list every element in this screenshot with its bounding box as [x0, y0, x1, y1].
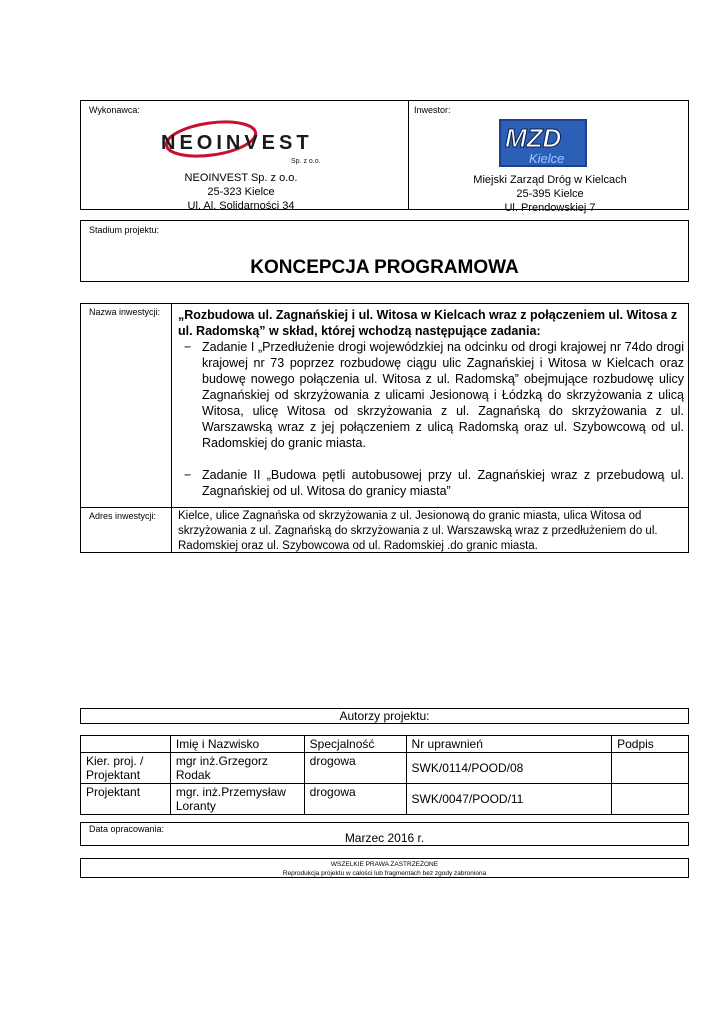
contractor-label: Wykonawca: [89, 105, 140, 115]
header-divider [408, 101, 409, 209]
date-label: Data opracowania: [89, 824, 165, 834]
col-header: Podpis [612, 736, 689, 753]
stage-title: KONCEPCJA PROGRAMOWA [250, 257, 519, 278]
license-cell: SWK/0047/POOD/11 [406, 784, 612, 815]
col-header: Imię i Nazwisko [170, 736, 304, 753]
investment-hline [81, 507, 688, 508]
name-cell: mgr. inż.Przemysław Loranty [170, 784, 304, 815]
address-label: Adres inwestycji: [89, 511, 157, 521]
investor-line-2: 25-395 Kielce [516, 188, 584, 200]
mzd-logo-text: MZD [505, 123, 562, 153]
contractor-line-2: 25-323 Kielce [207, 186, 275, 198]
investor-address [421, 173, 679, 215]
license-cell: SWK/0114/POOD/08 [406, 753, 612, 784]
task-item [178, 339, 684, 451]
col-header: Specjalność [304, 736, 406, 753]
stage-label: Stadium projektu: [89, 225, 160, 235]
table-row [81, 753, 689, 784]
investment-name-label: Nazwa inwestycji: [89, 307, 161, 317]
investor-line-1: Miejski Zarząd Dróg w Kielcach [473, 174, 627, 186]
authors-header-row [81, 736, 689, 753]
date-box [80, 822, 689, 846]
dash-1: − [184, 340, 192, 354]
sign-cell [612, 753, 689, 784]
investment-title: „Rozbudowa ul. Zagnańskiej i ul. Witosa w Kielcach wraz z połączeniem ul. Witosa z ul. Radomską” w skład, której wchodzą następujące zadania: [178, 308, 678, 338]
authors-heading: Autorzy projektu: [80, 708, 689, 724]
authors-table [80, 735, 689, 815]
task-item [178, 467, 684, 499]
contractor-line-3: Ul. Al. Solidarności 34 [187, 200, 295, 212]
investment-vline [171, 304, 172, 552]
col-header: Nr uprawnień [406, 736, 612, 753]
investor-line-3: Ul. Prendowskiej 7 [504, 202, 596, 214]
dash-2: − [184, 468, 192, 482]
mzd-logo [499, 119, 587, 167]
investor-label: Inwestor: [414, 105, 451, 115]
task-2-text: Zadanie II „Budowa pętli autobusowej przy ul. Zagnańskiej wraz z przebudową ul. Zagnańskiej od ul. Witosa do granicy miasta” [202, 468, 684, 498]
investment-box [80, 303, 689, 553]
name-cell: mgr inż.Grzegorz Rodak [170, 753, 304, 784]
task-list [178, 339, 684, 499]
spec-cell: drogowa [304, 784, 406, 815]
spec-cell: drogowa [304, 753, 406, 784]
mzd-logo-sub: Kielce [529, 151, 565, 166]
investment-name [178, 307, 684, 499]
stage-box [80, 220, 689, 282]
neoinvest-logo-text: NEOINVEST [161, 132, 313, 154]
contractor-address [141, 171, 341, 213]
address-text: Kielce, ulice Zagnańska od skrzyżowania z ul. Jesionową do granic miasta, ulica Witosa od skrzyżowania z ul. Zagnańską do skrzyżowania z ul. Warszawską wraz z przedłużeniem do ul. Radomskiej oraz ul. Szybowcowa od ul. Radomskiej .do granic miasta. [178, 510, 658, 552]
col-header [81, 736, 171, 753]
table-row [81, 784, 689, 815]
rights-line-2: Reprodukcja projektu w całości lub fragmentach bez zgody zabroniona [282, 870, 487, 877]
sign-cell [612, 784, 689, 815]
neoinvest-logo [151, 111, 341, 171]
role-cell: Kier. proj. / Projektant [81, 753, 171, 784]
date-value: Marzec 2016 r. [344, 831, 425, 845]
role-cell: Projektant [81, 784, 171, 815]
rights-box [80, 858, 689, 878]
rights-line-1: WSZELKIE PRAWA ZASTRZEŻONE [330, 861, 439, 868]
contractor-line-1: NEOINVEST Sp. z o.o. [184, 172, 298, 184]
task-1-text: Zadanie I „Przedłużenie drogi wojewódzkiej na odcinku od drogi krajowej nr 74do drogi krajowej nr 73 poprzez rozbudowę ciągu ulic Zagnańskiej i Witosa w Kielcach oraz budowę nowego połączenia ul. Witosa z ul. Radomską” obejmujące rozbudowę ulicy Zagnańskiej od skrzyżowania z ulicami Jesionową i Łódzką do skrzyżowania z ulicą Witosa, ulicę Witosa od skrzyżowania z ul. Zagnańską do skrzyżowania z ul. Warszawską wraz z jej połączeniem z ulicą Radomską oraz ul. Szybowcową od ul. Radomskiej do granic miasta. [202, 340, 684, 450]
header-box [80, 100, 689, 214]
neoinvest-logo-sub: Sp. z o.o. [291, 158, 321, 165]
